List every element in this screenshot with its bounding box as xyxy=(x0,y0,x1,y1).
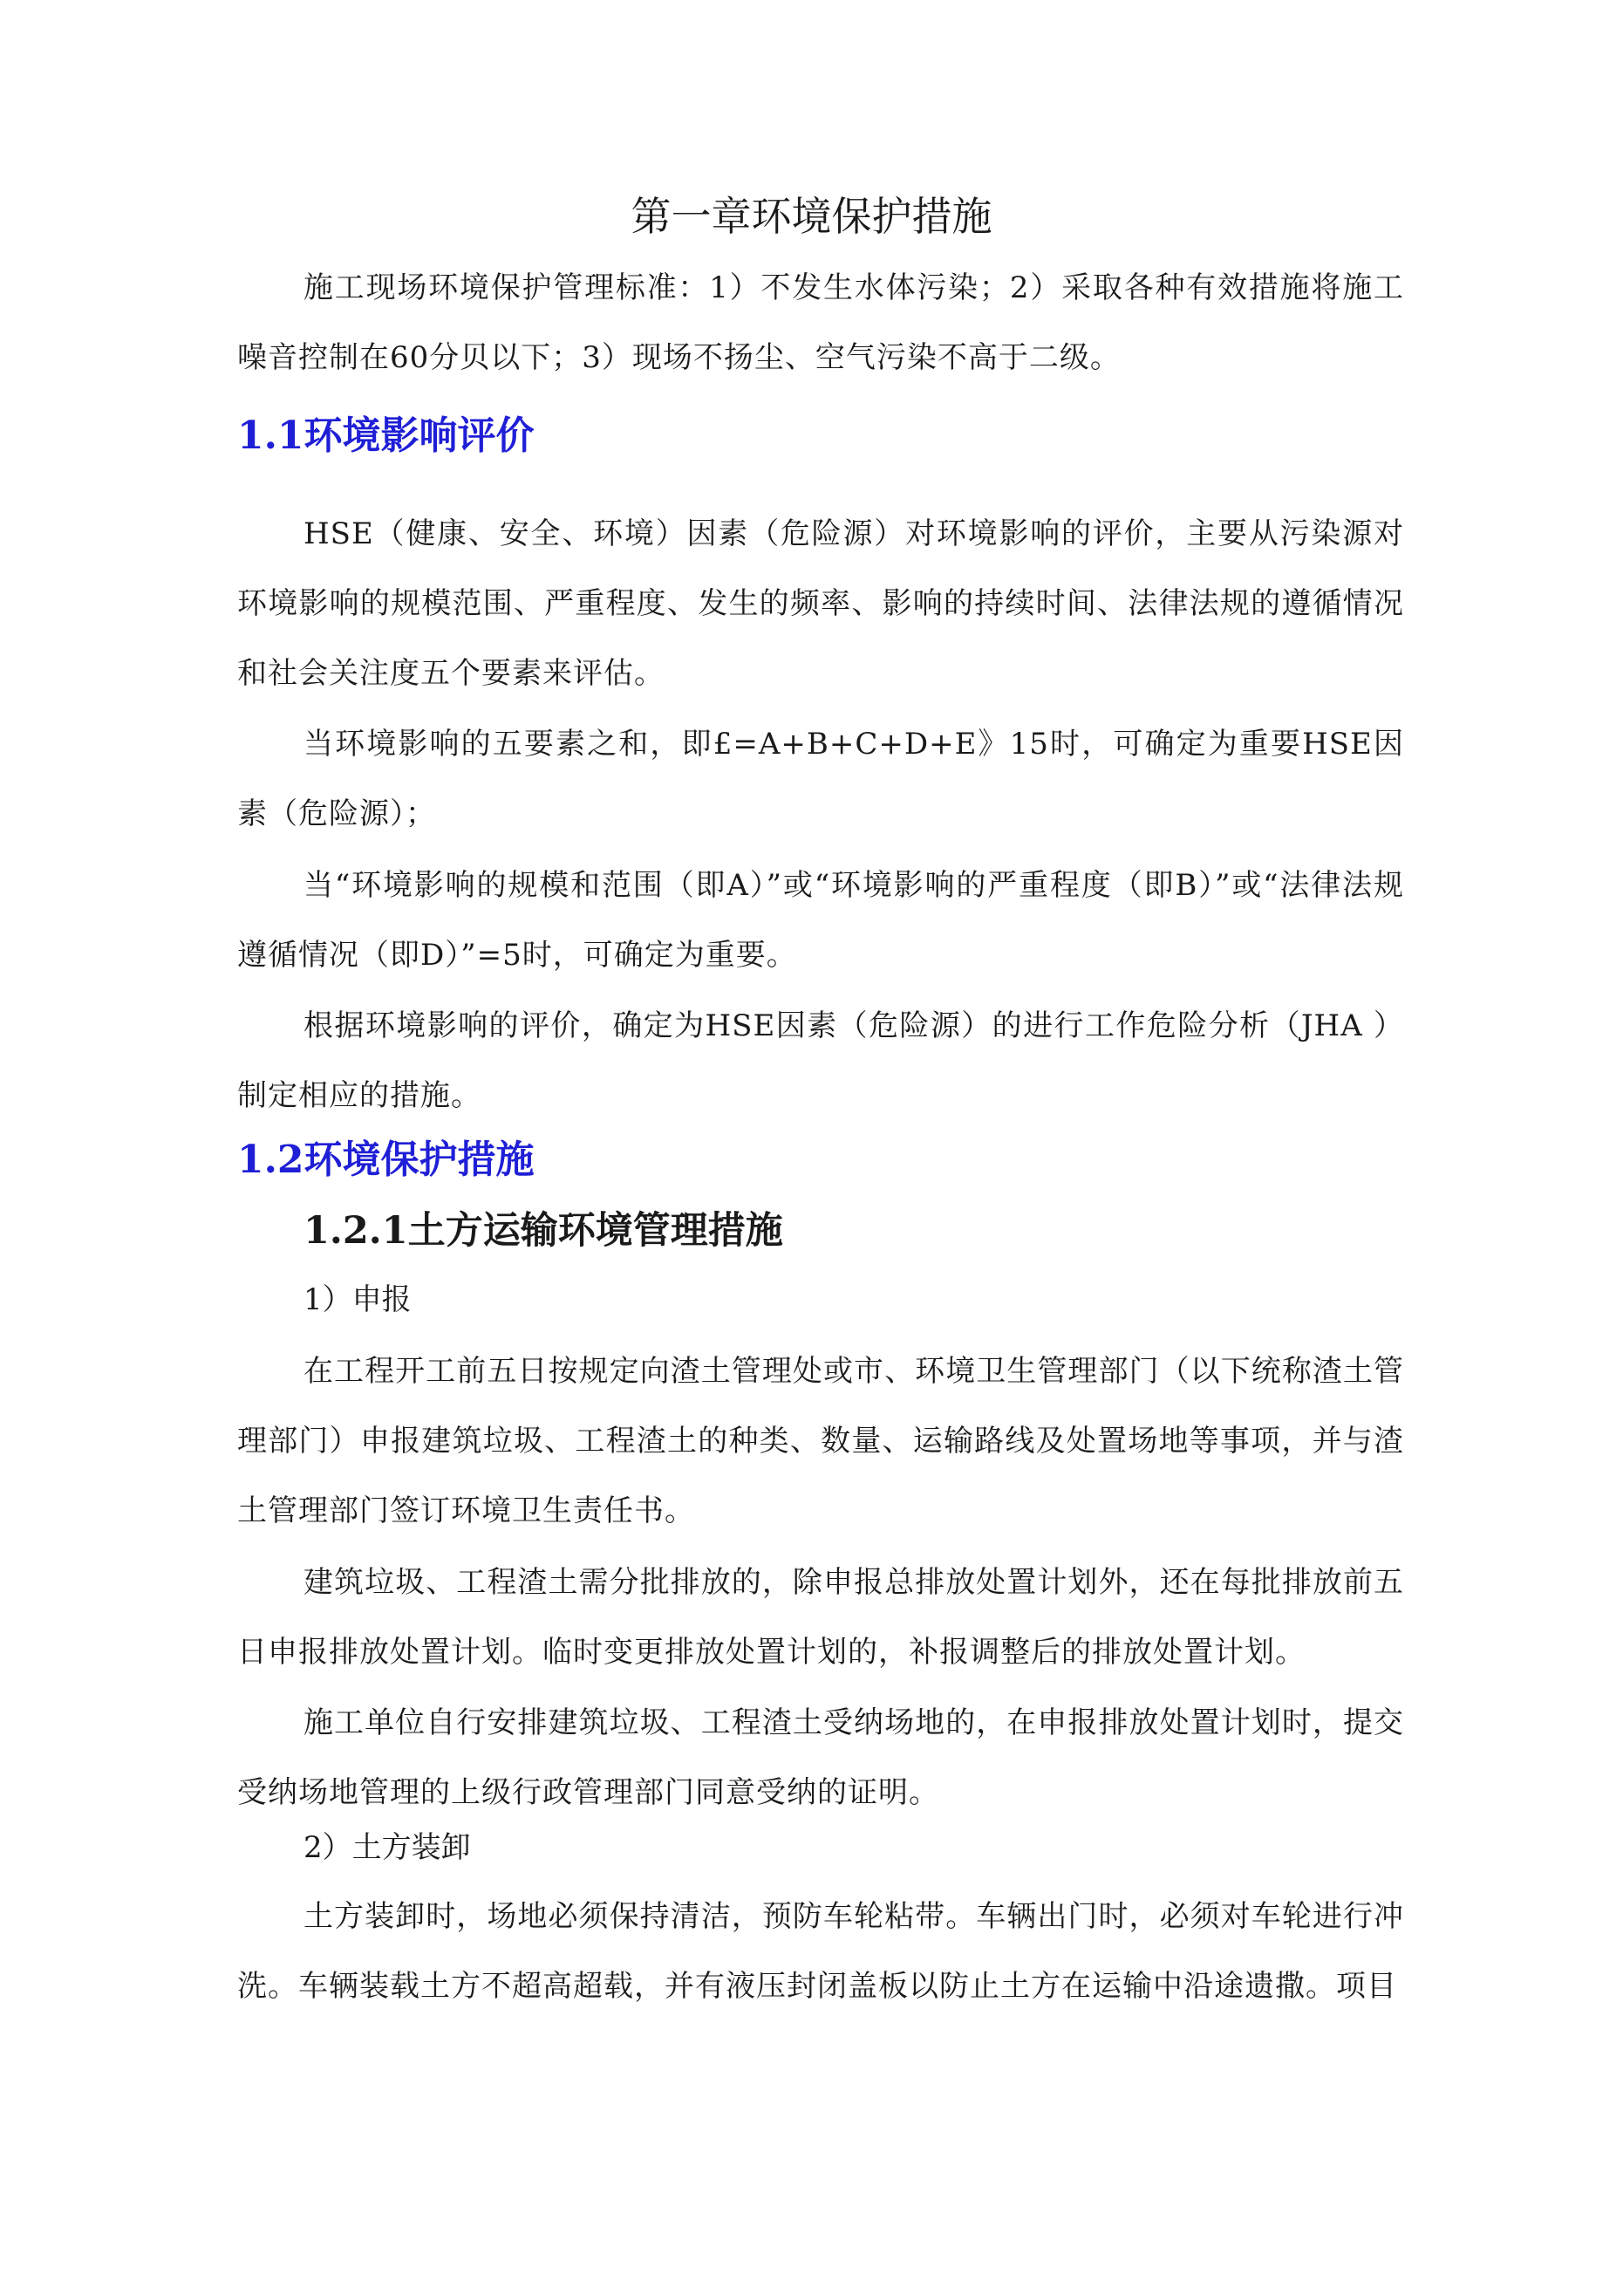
paragraph-declaration-deadline: 在工程开工前五日按规定向渣土管理处或市、环境卫生管理部门（以下统称渣土管理部门）申报建筑垃圾、工程渣土的种类、数量、运输路线及处置场地等事项，并与渣土管理部门签订环境卫生责任书。 xyxy=(237,1354,1404,1528)
item-label-earth-loading: 2）土方装卸 xyxy=(303,1830,471,1865)
paragraph-earth-loading: 土方装卸时，场地必须保持清洁，预防车轮粘带。车辆出门时，必须对车轮进行冲洗。车辆装载土方不超高超载，并有液压封闭盖板以防止土方在运输中沿途遗撒。项目 xyxy=(237,1899,1404,2004)
paragraph-important-criteria: 当“环境影响的规模和范围（即A）”或“环境影响的严重程度（即B）”或“法律法规遵循情况（即D）”=5时，可确定为重要。 xyxy=(237,868,1404,973)
paragraph-receiving-site: 施工单位自行安排建筑垃圾、工程渣土受纳场地的，在申报排放处置计划时，提交受纳场地管理的上级行政管理部门同意受纳的证明。 xyxy=(237,1705,1404,1810)
subsection-heading-1-2-1: 1.2.1土方运输环境管理措施 xyxy=(303,1209,783,1253)
paragraph-batch-discharge: 建筑垃圾、工程渣土需分批排放的，除申报总排放处置计划外，还在每批排放前五日申报排放处置计划。临时变更排放处置计划的，补报调整后的排放处置计划。 xyxy=(237,1565,1404,1670)
intro-paragraph: 施工现场环境保护管理标准：1）不发生水体污染；2）采取各种有效措施将施工噪音控制在60分贝以下；3）现场不扬尘、空气污染不高于二级。 xyxy=(237,270,1404,375)
item-label-declaration: 1）申报 xyxy=(303,1282,412,1317)
paragraph-jha: 根据环境影响的评价，确定为HSE因素（危险源）的进行工作危险分析（JHA ）制定相应的措施。 xyxy=(237,1008,1404,1113)
paragraph-five-factors: 当环境影响的五要素之和，即£=A+B+C+D+E》15时，可确定为重要HSE因素（危险源）； xyxy=(237,727,1404,831)
section-heading-1-1: 1.1环境影响评价 xyxy=(237,413,535,458)
section-heading-1-2: 1.2环境保护措施 xyxy=(237,1138,535,1182)
paragraph-hse-evaluation: HSE（健康、安全、环境）因素（危险源）对环境影响的评价，主要从污染源对环境影响的规模范围、严重程度、发生的频率、影响的持续时间、法律法规的遵循情况和社会关注度五个要素来评估。 xyxy=(237,516,1404,691)
chapter-title: 第一章环境保护措施 xyxy=(631,193,992,240)
